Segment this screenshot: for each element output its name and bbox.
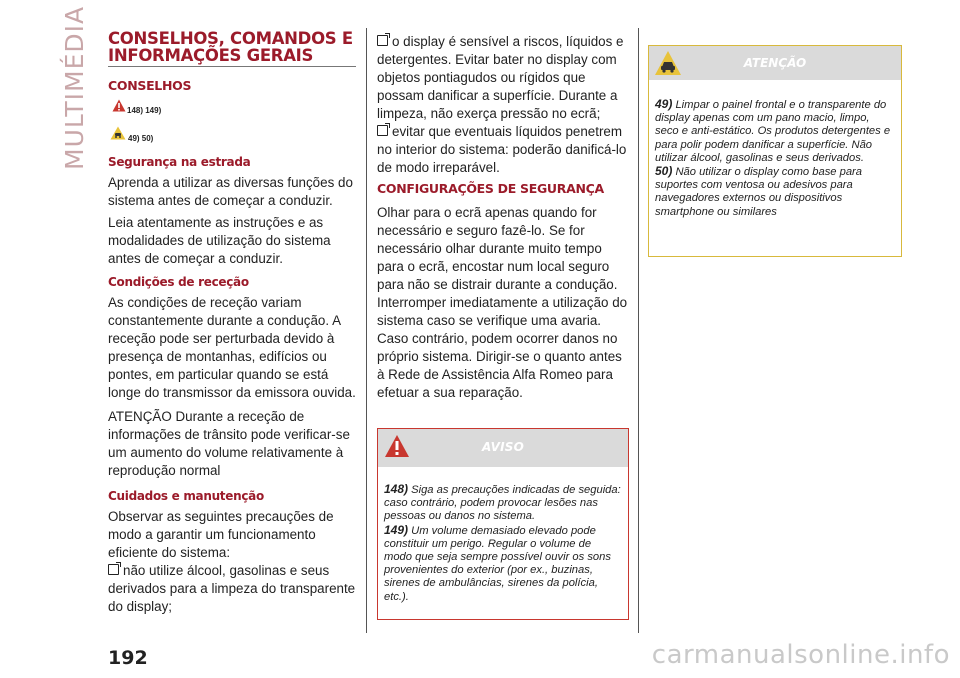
- attention-item-text: Limpar o painel frontal e o transparente do display apenas com um pano macio, limpo, seco e anti-estático. Os produtos detergentes e para polir podem danificar a superfície. Não utilizar álcool, gasolinas e seus derivados.: [655, 99, 891, 164]
- attention-item-number: 49): [655, 97, 673, 111]
- page-title: CONSELHOS, COMANDOS E INFORMAÇÕES GERAIS: [108, 29, 353, 65]
- attention-car-icon: [110, 126, 126, 140]
- paragraph: As condições de receção variam constantemente durante a condução. A receção pode ser perturbada devido à presença de montanhas, edifícios ou pontes, em particular quando se está longe do transmissor da emissora ouvida.: [108, 295, 356, 400]
- warning-item-text: Siga as precauções indicadas de seguida: caso contrário, podem provocar lesões nas pessoas ou danos no sistema.: [384, 484, 621, 523]
- bullet-item: [377, 123, 630, 177]
- side-section-label: MULTIMÉDIA: [60, 5, 89, 170]
- paragraph: Leia atentamente as instruções e as modalidades de utilização do sistema antes de começar a conduzir.: [108, 215, 331, 266]
- attention-box-body: [649, 80, 901, 229]
- warning-triangle-icon: [112, 99, 126, 112]
- bullet-marker-icon: [377, 35, 388, 46]
- warning-box-title: AVISO: [481, 440, 525, 454]
- attention-item: [655, 165, 895, 219]
- paragraph: Interromper imediatamente a utilização do sistema caso se verifique uma avaria. Caso contrário, podem ocorrer danos no próprio sistema. Dirigir-se o quanto antes à Rede de Assistência Alfa Romeo para efetuar a sua reparação.: [377, 295, 628, 400]
- heading-cuidados: Cuidados e manutenção: [108, 489, 264, 503]
- page-number: 192: [108, 647, 148, 669]
- warning-ref-numbers: 148) 149): [127, 106, 162, 115]
- bullet-item: [377, 33, 630, 123]
- bullet-marker-icon: [377, 125, 388, 136]
- attention-item-number: 50): [655, 164, 673, 179]
- heading-rececao: Condições de receção: [108, 275, 249, 289]
- column-divider: [366, 28, 367, 633]
- paragraph: Aprenda a utilizar as diversas funções do sistema antes de começar a conduzir.: [108, 175, 353, 208]
- attention-item: [655, 98, 895, 165]
- attention-box: [648, 45, 902, 257]
- attention-ref-numbers: 49) 50): [128, 134, 154, 143]
- attention-ref-row: [110, 126, 126, 145]
- watermark: carmanualsonline.info: [651, 640, 950, 670]
- bullet-item: [108, 562, 356, 616]
- warning-box-body: [378, 467, 628, 604]
- warning-item: [384, 483, 622, 524]
- paragraph: ATENÇÃO Durante a receção de informações de trânsito pode verificar-se um aumento do volume relativamente à reprodução normal: [108, 409, 350, 478]
- attention-box-header: [649, 46, 901, 80]
- bullet-text: evitar que eventuais líquidos penetrem no interior do sistema: poderão danificá-lo de modo irreparável.: [377, 124, 627, 175]
- warning-box: [377, 428, 629, 620]
- side-section-tab: [56, 5, 89, 170]
- warning-item-number: 148): [384, 482, 409, 496]
- warning-item: [384, 524, 622, 604]
- column-divider: [638, 28, 639, 633]
- paragraph: Olhar para o ecrã apenas quando for necessário e seguro fazê-lo. Se for necessário olhar durante muito tempo para o ecrã, encostar num local seguro para não se distrair durante a condução.: [377, 205, 618, 292]
- warning-item-text: Um volume demasiado elevado pode constituir um perigo. Regular o volume de modo que seja sempre possível ouvir os sons provenientes do exterior (por ex., buzinas, sirenes de ambulâncias, sirenes da polícia, etc.).: [384, 524, 611, 603]
- title-underline: [108, 66, 356, 67]
- heading-configuracoes: CONFIGURAÇÕES DE SEGURANÇA: [377, 181, 604, 196]
- heading-seguranca: Segurança na estrada: [108, 155, 251, 169]
- section-heading-conselhos: CONSELHOS: [108, 78, 192, 93]
- warning-item-number: 149): [384, 522, 409, 537]
- warning-box-header: [378, 429, 628, 467]
- bullet-marker-icon: [108, 564, 119, 575]
- attention-item-text: Não utilizar o display como base para suportes com ventosa ou adesivos para navegadores externos ou dispositivos smartphone ou similares: [655, 166, 863, 218]
- attention-box-title: ATENÇÃO: [743, 56, 807, 70]
- bullet-text: o display é sensível a riscos, líquidos e detergentes. Evitar bater no display com objetos pontiagudos ou rígidos que possam danificar a superfície. Durante a limpeza, não exerça pressão no ecrã;: [377, 34, 624, 121]
- paragraph: Observar as seguintes precauções de modo a garantir um funcionamento eficiente do sistema:: [108, 509, 334, 560]
- bullet-text: não utilize álcool, gasolinas e seus derivados para a limpeza do transparente do display;: [108, 563, 356, 614]
